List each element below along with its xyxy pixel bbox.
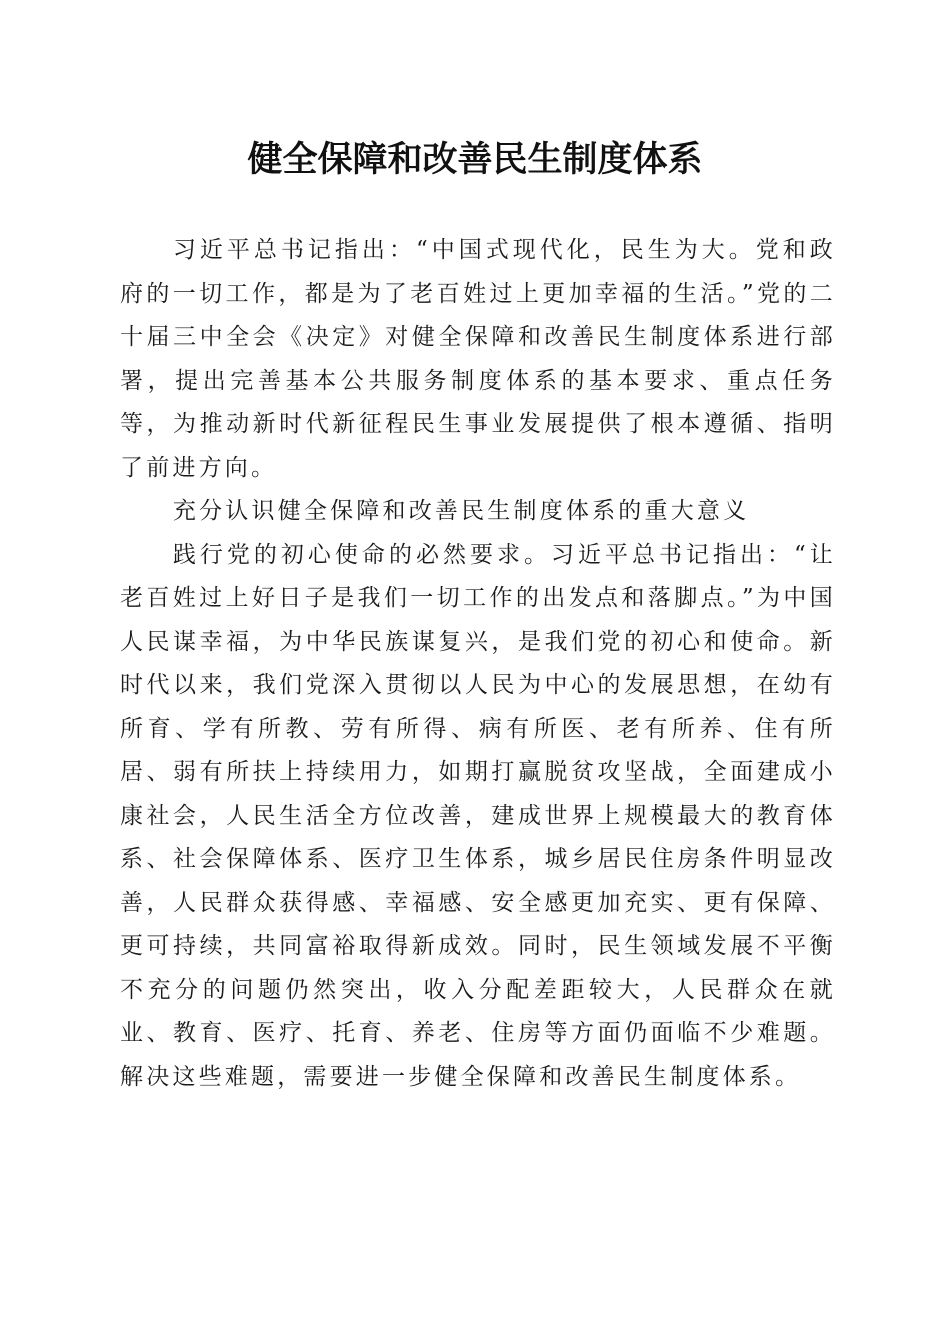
section-heading: 充分认识健全保障和改善民生制度体系的重大意义 [172,498,750,524]
document-body [120,229,836,1099]
document-title: 健全保障和改善民生制度体系 [247,139,703,180]
paragraph-significance: 践行党的初心使命的必然要求。习近平总书记指出：“让老百姓过上好日子是我们一切工作的出发点和落脚点。”为中国人民谋幸福，为中华民族谋复兴，是我们党的初心和使命。新时代以来，我们党深入贯彻以人民为中心的发展思想，在幼有所育、学有所教、劳有所得、病有所医、老有所养、住有所居、弱有所扶上持续用力，如期打赢脱贫攻坚战，全面建成小康社会，人民生活全方位改善，建成世界上规模最大的教育体系、社会保障体系、医疗卫生体系，城乡居民住房条件明显改善，人民群众获得感、幸福感、安全感更加充实、更有保障、更可持续，共同富裕取得新成效。同时，民生领域发展不平衡不充分的问题仍然突出，收入分配差距较大，人民群众在就业、教育、医疗、托育、养老、住房等方面仍面临不少难题。解决这些难题，需要进一步健全保障和改善民生制度体系。 [120,541,836,1090]
paragraph-intro: 习近平总书记指出：“中国式现代化，民生为大。党和政府的一切工作，都是为了老百姓过上更加幸福的生活。”党的二十届三中全会《决定》对健全保障和改善民生制度体系进行部署，提出完善基本公共服务制度体系的基本要求、重点任务等，为推动新时代新征程民生事业发展提供了根本遵循、指明了前进方向。 [120,237,836,481]
